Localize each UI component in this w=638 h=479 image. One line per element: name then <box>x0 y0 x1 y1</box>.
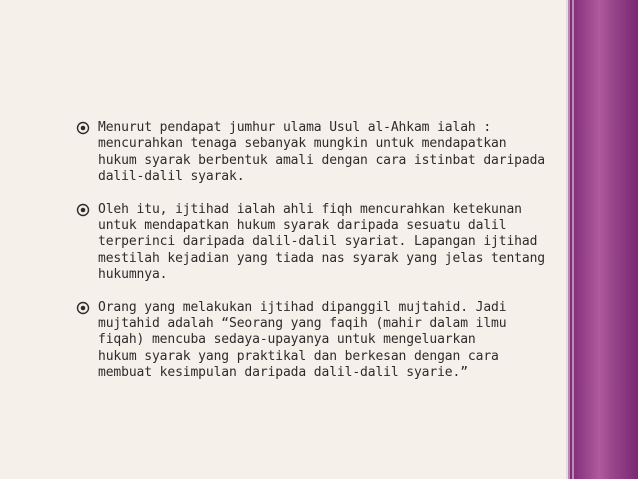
bullet-text: Menurut pendapat jumhur ulama Usul al-Ahkam ialah : mencurahkan tenaga sebanyak mungkin untuk mendapatkan hukum syarak berbentuk amali dengan cara istinbat daripada dalil-dalil syarak. <box>98 120 545 185</box>
decorative-side-panel <box>568 0 638 479</box>
panel-stripe <box>568 0 570 479</box>
bullet-item <box>72 120 552 186</box>
bullet-item <box>72 300 552 382</box>
bullet-text: Oleh itu, ijtihad ialah ahli fiqh mencurahkan ketekunan untuk mendapatkan hukum syarak daripada sesuatu dalil terperinci daripada dalil-dalil syariat. Lapangan ijtihad mestilah kejadian yang tiada nas syarak yang jelas tentang hukumnya. <box>98 201 545 283</box>
target-bullet-icon <box>76 121 90 135</box>
target-bullet-icon <box>76 203 90 217</box>
bullet-text: Orang yang melakukan ijtihad dipanggil mujtahid. Jadi mujtahid adalah “Seorang yang faqih (mahir dalam ilmu fiqah) mencuba sedaya-upayanya untuk mengeluarkan hukum syarak yang praktikal dan berkesan dengan cara membuat kesimpulan daripada dalil-dalil syarie.” <box>98 299 507 381</box>
slide-content <box>72 120 552 398</box>
target-bullet-icon <box>76 301 90 315</box>
panel-stripe <box>572 0 574 479</box>
bullet-item <box>72 202 552 284</box>
